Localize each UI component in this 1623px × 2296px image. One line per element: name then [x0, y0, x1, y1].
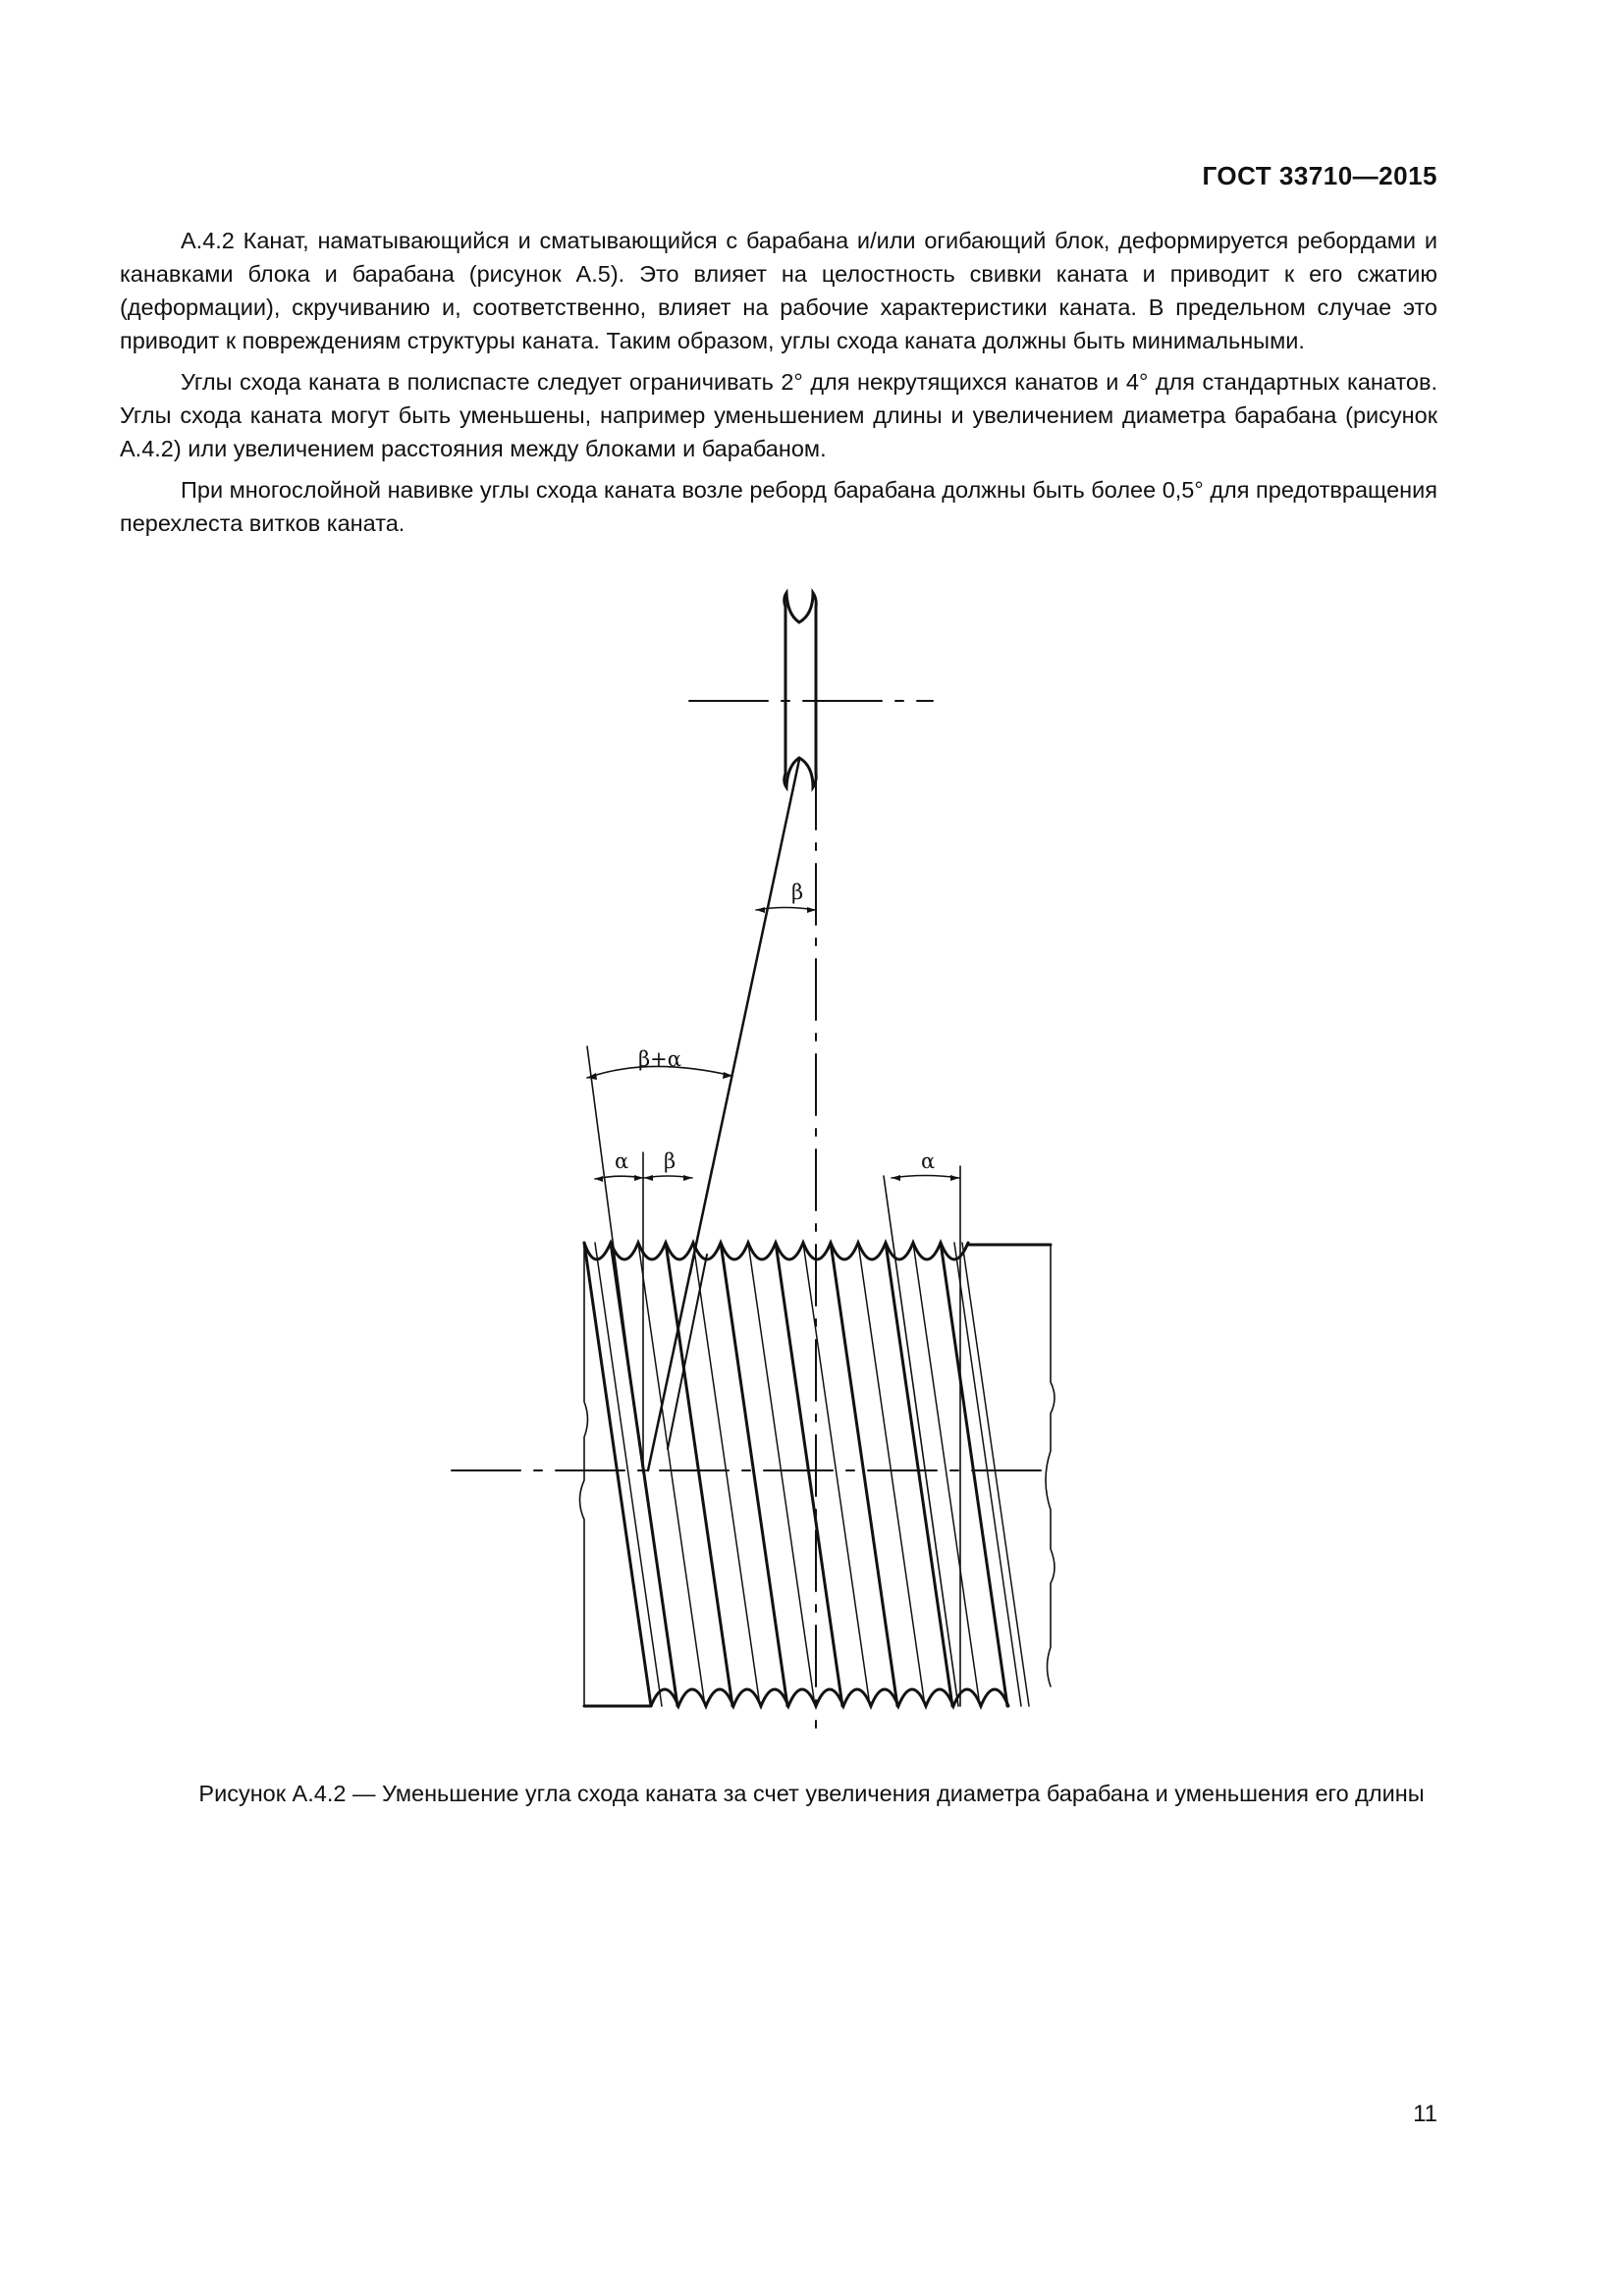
pulley-block: [784, 593, 816, 787]
drum-left-break: [580, 1243, 588, 1706]
rope-line-main: [648, 760, 799, 1470]
paragraph-a42: А.4.2 Канат, наматывающийся и сматывающийся с барабана и/или огибающий блок, деформируется ребордами и канавками блока и барабана (рисунок А.5). Это влияет на целостность свивки каната и приводит к его сжатию (деформации), скручиванию и, соответственно, влияет на рабочие характеристики каната. В предельном случае это приводит к повреждениям структуры каната. Таким образом, углы схода каната должны быть минимальными.: [120, 228, 1437, 353]
paragraph-angle-limits: Углы схода каната в полиспасте следует ограничивать 2° для некрутящихся канатов и 4° для стандартных канатов. Углы схода каната могут быть уменьшены, например уменьшением длины и увеличением диаметра барабана (рисунок А.4.2) или увеличением расстояния между блоками и барабаном.: [120, 369, 1437, 461]
arrowheads: [587, 907, 959, 1182]
document-header: ГОСТ 33710—2015: [1202, 161, 1437, 190]
drum-right-break: [1046, 1245, 1055, 1686]
figure-drum-diagram: [471, 567, 1100, 1730]
helical-thin-windings: [595, 1243, 1029, 1706]
label-beta-plus-alpha: β+α: [638, 1047, 681, 1071]
label-alpha-right: α: [921, 1149, 936, 1173]
label-alpha-left: α: [615, 1149, 629, 1173]
figure-caption: Рисунок А.4.2 — Уменьшение угла схода каната за счет увеличения диаметра барабана и уменьшения его длины: [198, 1781, 1425, 1806]
page-number: 11: [1413, 2101, 1437, 2127]
drum-diagram-svg: [471, 567, 1100, 1730]
label-beta-top: β: [791, 881, 804, 904]
body-text: [120, 224, 1437, 540]
arc-alpha-right: [892, 1176, 959, 1179]
paragraph-multilayer: При многослойной навивке углы схода каната возле реборд барабана должны быть более 0,5° для предотвращения перехлеста витков каната.: [120, 477, 1437, 536]
label-beta-left: β: [664, 1149, 676, 1173]
